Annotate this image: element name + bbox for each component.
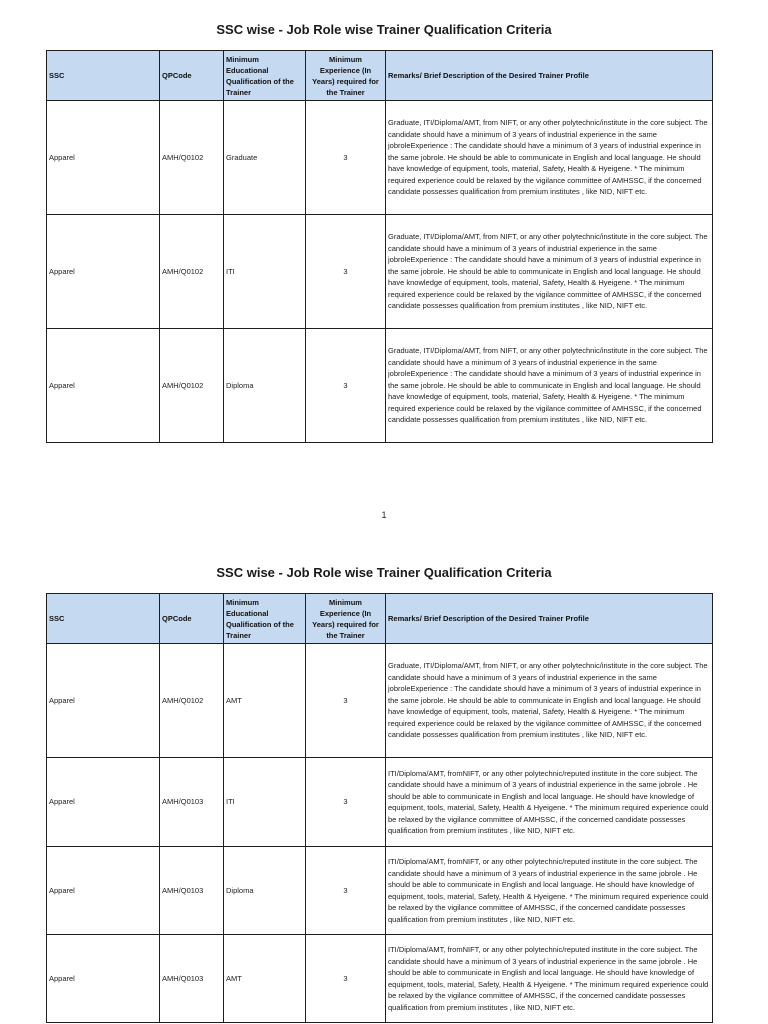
header-qpcode: QPCode bbox=[160, 594, 224, 644]
cell-qpcode: AMH/Q0102 bbox=[160, 644, 224, 758]
cell-ssc: Apparel bbox=[47, 644, 160, 758]
cell-remarks: ITI/Diploma/AMT, fromNIFT, or any other polytechnic/reputed institute in the core subject. The candidate should have a minimum of 3 years of industrial experience in the same jobrole . He should be able to communicate in English and local language. He should have knowledge of equipment, tools, material, Safety, Health & Hyeigene. * The minimum required experience could be relaxed by the vigilance committee of AMHSSC, if the concerned candidate possesses qualification from premium institutes , like NID, NIFT etc. bbox=[386, 758, 713, 847]
cell-ssc: Apparel bbox=[47, 215, 160, 329]
cell-qpcode: AMH/Q0102 bbox=[160, 329, 224, 443]
header-experience: Minimum Experience (In Years) required for the Trainer bbox=[306, 51, 386, 101]
cell-experience: 3 bbox=[306, 215, 386, 329]
table-row bbox=[47, 101, 713, 215]
cell-ssc: Apparel bbox=[47, 758, 160, 847]
table-header-row bbox=[47, 594, 713, 644]
cell-experience: 3 bbox=[306, 644, 386, 758]
table-row bbox=[47, 215, 713, 329]
cell-remarks: ITI/Diploma/AMT, fromNIFT, or any other polytechnic/reputed institute in the core subject. The candidate should have a minimum of 3 years of industrial experience in the same jobrole . He should be able to communicate in English and local language. He should have knowledge of equipment, tools, material, Safety, Health & Hyeigene. * The minimum required experience could be relaxed by the vigilance committee of AMHSSC, if the concerned candidate possesses qualification from premium institutes , like NID, NIFT etc. bbox=[386, 847, 713, 935]
cell-remarks: ITI/Diploma/AMT, fromNIFT, or any other polytechnic/reputed institute in the core subject. The candidate should have a minimum of 3 years of industrial experience in the same jobrole . He should be able to communicate in English and local language. He should have knowledge of equipment, tools, material, Safety, Health & Hyeigene. * The minimum required experience could be relaxed by the vigilance committee of AMHSSC, if the concerned candidate possesses qualification from premium institutes , like NID, NIFT etc. bbox=[386, 935, 713, 1023]
table-row bbox=[47, 329, 713, 443]
table-row bbox=[47, 644, 713, 758]
cell-ssc: Apparel bbox=[47, 847, 160, 935]
page-number: 1 bbox=[381, 510, 387, 520]
cell-qpcode: AMH/Q0103 bbox=[160, 935, 224, 1023]
cell-education: ITI bbox=[224, 215, 306, 329]
table-header-row bbox=[47, 51, 713, 101]
cell-experience: 3 bbox=[306, 935, 386, 1023]
cell-education: Diploma bbox=[224, 847, 306, 935]
table-row bbox=[47, 758, 713, 847]
cell-qpcode: AMH/Q0103 bbox=[160, 847, 224, 935]
header-qpcode: QPCode bbox=[160, 51, 224, 101]
header-experience: Minimum Experience (In Years) required for the Trainer bbox=[306, 594, 386, 644]
cell-education: ITI bbox=[224, 758, 306, 847]
cell-remarks: Graduate, ITI/Diploma/AMT, from NIFT, or any other polytechnic/institute in the core subject. The candidate should have a minimum of 3 years of industrial experience in the same jobroleExperience : The candidate should have a minimum of 3 years of industrial experince in the same jobrole. He should be able to communicate in English and local language. He should have knowledge of equipment, tools, material, Safety, Health & Hyeigene. * The minimum required experience could be relaxed by the vigilance committee of AMHSSC, if the concerned candidate possesses qualification from premium institutes , like NID, NIFT etc. bbox=[386, 329, 713, 443]
qualification-table bbox=[46, 593, 713, 1023]
table-row bbox=[47, 935, 713, 1023]
cell-ssc: Apparel bbox=[47, 329, 160, 443]
cell-education: Graduate bbox=[224, 101, 306, 215]
cell-qpcode: AMH/Q0103 bbox=[160, 758, 224, 847]
cell-remarks: Graduate, ITI/Diploma/AMT, from NIFT, or any other polytechnic/institute in the core subject. The candidate should have a minimum of 3 years of industrial experience in the same jobroleExperience : The candidate should have a minimum of 3 years of industrial experince in the same jobrole. He should be able to communicate in English and local language. He should have knowledge of equipment, tools, material, Safety, Health & Hyeigene. * The minimum required experience could be relaxed by the vigilance committee of AMHSSC, if the concerned candidate possesses qualification from premium institutes , like NID, NIFT etc. bbox=[386, 101, 713, 215]
cell-education: AMT bbox=[224, 644, 306, 758]
table-row bbox=[47, 847, 713, 935]
header-education: Minimum Educational Qualification of the Trainer bbox=[224, 51, 306, 101]
header-remarks: Remarks/ Brief Description of the Desired Trainer Profile bbox=[386, 594, 713, 644]
header-remarks: Remarks/ Brief Description of the Desired Trainer Profile bbox=[386, 51, 713, 101]
cell-experience: 3 bbox=[306, 101, 386, 215]
cell-experience: 3 bbox=[306, 329, 386, 443]
cell-remarks: Graduate, ITI/Diploma/AMT, from NIFT, or any other polytechnic/institute in the core subject. The candidate should have a minimum of 3 years of industrial experience in the same jobroleExperience : The candidate should have a minimum of 3 years of industrial experince in the same jobrole. He should be able to communicate in English and local language. He should have knowledge of equipment, tools, material, Safety, Health & Hyeigene. * The minimum required experience could be relaxed by the vigilance committee of AMHSSC, if the concerned candidate possesses qualification from premium institutes , like NID, NIFT etc. bbox=[386, 644, 713, 758]
cell-education: Diploma bbox=[224, 329, 306, 443]
cell-remarks: Graduate, ITI/Diploma/AMT, from NIFT, or any other polytechnic/institute in the core subject. The candidate should have a minimum of 3 years of industrial experience in the same jobroleExperience : The candidate should have a minimum of 3 years of industrial experince in the same jobrole. He should be able to communicate in English and local language. He should have knowledge of equipment, tools, material, Safety, Health & Hyeigene. * The minimum required experience could be relaxed by the vigilance committee of AMHSSC, if the concerned candidate possesses qualification from premium institutes , like NID, NIFT etc. bbox=[386, 215, 713, 329]
qualification-table bbox=[46, 50, 713, 443]
cell-education: AMT bbox=[224, 935, 306, 1023]
cell-experience: 3 bbox=[306, 758, 386, 847]
header-ssc: SSC bbox=[47, 51, 160, 101]
cell-qpcode: AMH/Q0102 bbox=[160, 101, 224, 215]
cell-ssc: Apparel bbox=[47, 101, 160, 215]
header-ssc: SSC bbox=[47, 594, 160, 644]
header-education: Minimum Educational Qualification of the Trainer bbox=[224, 594, 306, 644]
cell-qpcode: AMH/Q0102 bbox=[160, 215, 224, 329]
page-title: SSC wise - Job Role wise Trainer Qualification Criteria bbox=[216, 22, 552, 37]
cell-experience: 3 bbox=[306, 847, 386, 935]
cell-ssc: Apparel bbox=[47, 935, 160, 1023]
page-title: SSC wise - Job Role wise Trainer Qualification Criteria bbox=[216, 565, 552, 580]
